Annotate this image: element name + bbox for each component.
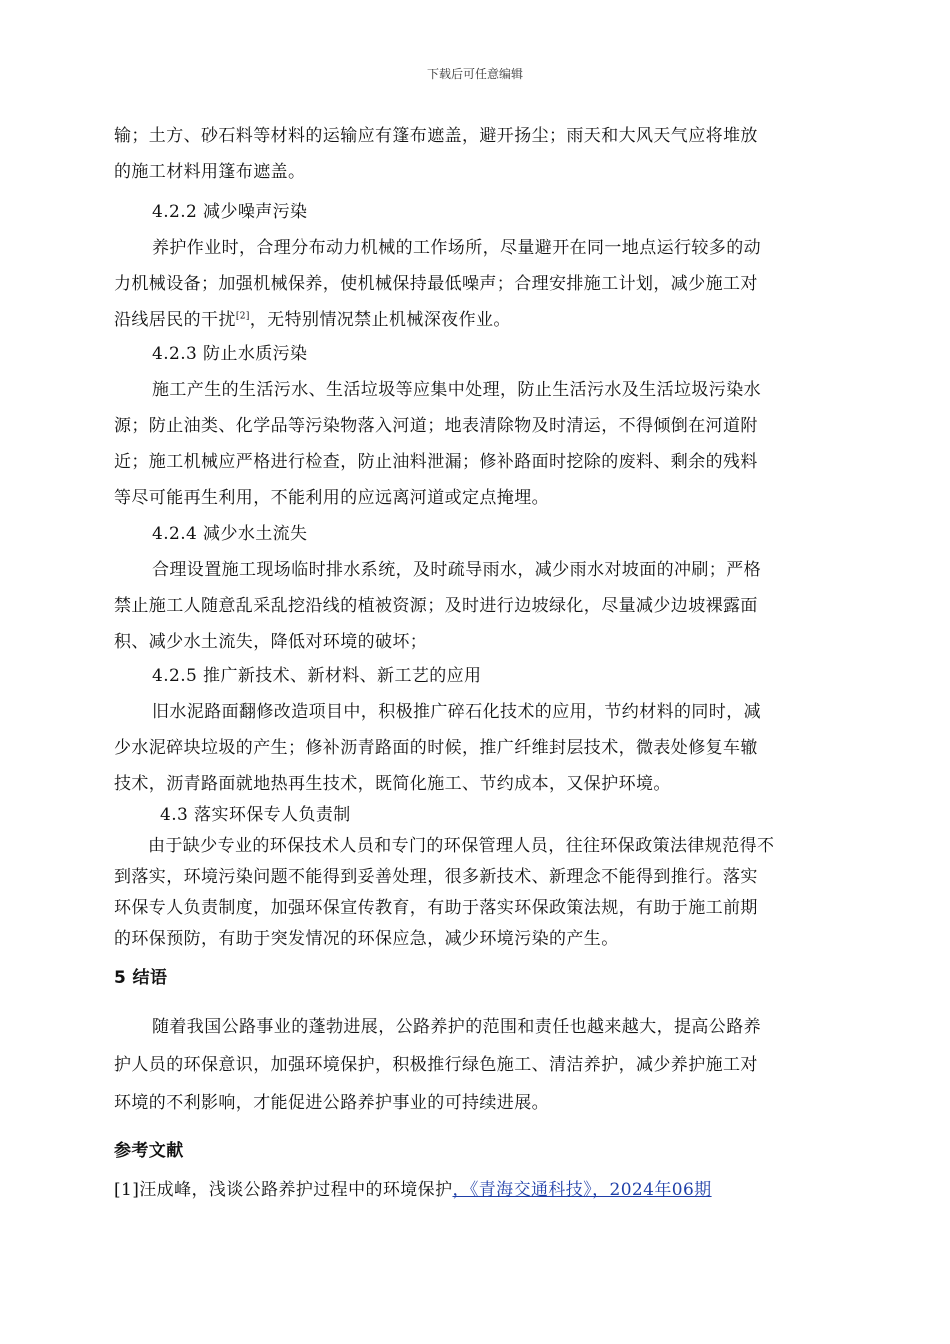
text-segment: ，无特别情况禁止机械深夜作业。	[249, 310, 511, 330]
text-line: 施工产生的生活污水、生活垃圾等应集中处理，防止生活污水及生活垃圾污染水	[152, 380, 761, 400]
text-line: 合理设置施工现场临时排水系统，及时疏导雨水，减少雨水对坡面的冲刷；严格	[152, 560, 761, 580]
text-line: 环境的不利影响，才能促进公路养护事业的可持续进展。	[114, 1093, 549, 1113]
section-5-heading: 5 结语	[114, 968, 168, 988]
text-line: 技术，沥青路面就地热再生技术，既简化施工、节约成本，又保护环境。	[114, 774, 671, 794]
citation-marker: [2]	[235, 311, 250, 322]
text-line: 近；施工机械应严格进行检查，防止油料泄漏；修补路面时挖除的废料、剩余的残料	[114, 452, 758, 472]
text-line: 由于缺少专业的环保技术人员和专门的环保管理人员，往往环保政策法律规范得不	[148, 836, 775, 856]
text-line: 少水泥碎块垃圾的产生；修补沥青路面的时候，推广纤维封层技术，微表处修复车辙	[114, 738, 758, 758]
reference-text: [1]汪成峰，浅谈公路养护过程中的环境保护	[114, 1180, 453, 1200]
text-line	[114, 302, 838, 338]
section-4-2-3	[114, 336, 838, 516]
text-line: 等尽可能再生利用，不能利用的应远离河道或定点掩埋。	[114, 488, 549, 508]
section-4-2-2	[114, 194, 838, 338]
section-5	[114, 1008, 838, 1122]
text-line: 力机械设备；加强机械保养，使机械保持最低噪声；合理安排施工计划，减少施工对	[114, 274, 758, 294]
section-4-3	[114, 800, 838, 955]
reference-item	[114, 1172, 838, 1208]
references-heading: 参考文献	[114, 1141, 184, 1161]
text-line: 到落实，环境污染问题不能得到妥善处理，很多新技术、新理念不能得到推行。落实	[114, 867, 758, 887]
page-header: 下载后可任意编辑	[426, 67, 523, 81]
reference-link[interactable]: ，《青海交通科技》，2024年06期	[452, 1180, 712, 1200]
text-line: 的施工材料用篷布遮盖。	[114, 162, 306, 182]
text-line: 随着我国公路事业的蓬勃进展，公路养护的范围和责任也越来越大，提高公路养	[152, 1017, 761, 1037]
reference-list	[114, 1172, 838, 1208]
text-line: 旧水泥路面翻修改造项目中，积极推广碎石化技术的应用，节约材料的同时，减	[152, 702, 761, 722]
section-heading: 4.2.2 减少噪声污染	[152, 202, 308, 222]
text-line: 养护作业时，合理分布动力机械的工作场所，尽量避开在同一地点运行较多的动	[152, 238, 761, 258]
text-line: 输；土方、砂石料等材料的运输应有篷布遮盖，避开扬尘；雨天和大风天气应将堆放	[114, 126, 758, 146]
text-line: 的环保预防，有助于突发情况的环保应急，减少环境污染的产生。	[114, 929, 619, 949]
section-heading: 4.2.5 推广新技术、新材料、新工艺的应用	[152, 666, 482, 686]
text-line: 护人员的环保意识，加强环境保护，积极推行绿色施工、清洁养护，减少养护施工对	[114, 1055, 758, 1075]
section-4-2-4	[114, 516, 838, 660]
text-line: 禁止施工人随意乱采乱挖沿线的植被资源；及时进行边坡绿化，尽量减少边坡裸露面	[114, 596, 758, 616]
text-line: 环保专人负责制度，加强环保宣传教育，有助于落实环保政策法规，有助于施工前期	[114, 898, 758, 918]
text-line: 源；防止油类、化学品等污染物落入河道；地表清除物及时清运，不得倾倒在河道附	[114, 416, 758, 436]
section-heading: 4.3 落实环保专人负责制	[160, 805, 351, 825]
section-heading: 4.2.3 防止水质污染	[152, 344, 308, 364]
section-heading: 4.2.4 减少水土流失	[152, 524, 308, 544]
section-4-2-5	[114, 658, 838, 802]
text-line: 积、减少水土流失，降低对环境的破坏；	[114, 632, 428, 652]
text-segment: 沿线居民的干扰	[114, 310, 236, 330]
paragraph-intro	[114, 118, 838, 190]
